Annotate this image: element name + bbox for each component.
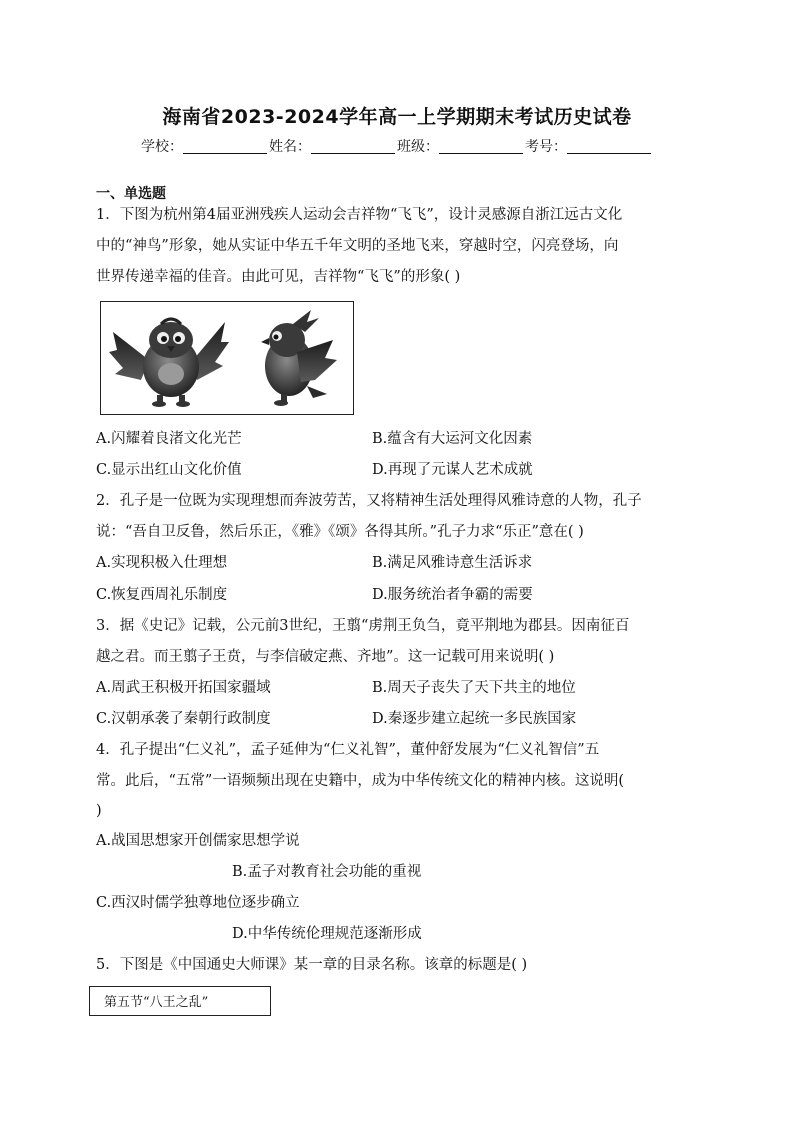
q2-stem-line: 2．孔子是一位既为实现理想而奔波劳苦，又将精神生活处理得风雅诗意的人物，孔子 [96,493,642,509]
q3-option-a[interactable]: A.周武王积极开拓国家疆域 [96,680,271,696]
name-blank[interactable] [311,139,395,154]
q1-stem-line: 中的“神鸟”形象，她从实证中华五千年文明的圣地飞来，穿越时空，闪亮登场，向 [96,238,619,254]
mascot-front-view [109,319,229,407]
q4-stem-line: 4．孔子提出“仁义礼”，孟子延伸为“仁义礼智”，董仲舒发展为“仁义礼智信”五 [96,742,600,758]
q4-option-c[interactable]: C.西汉时儒学独尊地位逐步确立 [96,895,300,911]
school-label: 学校： [141,139,183,155]
q5-stem-line: 5．下图是《中国通史大师课》某一章的目录名称。该章的标题是( ) [96,957,528,973]
section-title: 一、单选题 [96,186,166,202]
q3-option-d[interactable]: D.秦逐步建立起统一多民族国家 [372,711,577,727]
q3-stem-line: 3．据《史记》记载，公元前3世纪，王翦“虏荆王负刍，竟平荆地为郡县。因南征百 [96,618,630,634]
q4-stem-line: 常。此后，“五常”一语频频出现在史籍中，成为中华传统文化的精神内核。这说明( [96,773,624,789]
name-label: 姓名： [269,139,311,155]
mascot-side-view [261,310,337,406]
q1-option-c[interactable]: C.显示出红山文化价值 [96,462,242,478]
q4-option-a[interactable]: A.战国思想家开创儒家思想学说 [96,833,300,849]
class-label: 班级： [397,139,439,155]
q1-option-b[interactable]: B.蕴含有大运河文化因素 [372,431,533,447]
q4-option-d[interactable]: D.中华传统伦理规范逐渐形成 [232,926,422,942]
chapter-title-box: 第五节“八王之乱” [89,986,271,1016]
q2-option-a[interactable]: A.实现积极入仕理想 [96,555,228,571]
q3-option-c[interactable]: C.汉朝承袭了秦朝行政制度 [96,711,271,727]
mascot-figure [100,301,354,415]
q2-option-b[interactable]: B.满足风雅诗意生活诉求 [372,555,533,571]
q1-stem-line: 1．下图为杭州第4届亚洲残疾人运动会吉祥物“飞飞”，设计灵感源自浙江远古文化 [96,207,623,223]
q3-option-b[interactable]: B.周天子丧失了天下共主的地位 [372,680,576,696]
q1-option-d[interactable]: D.再现了元谋人艺术成就 [372,462,533,478]
school-blank[interactable] [183,139,267,154]
q2-stem-line: 说：“吾自卫反鲁，然后乐正，《雅》《颂》各得其所。”孔子力求“乐正”意在( ) [96,524,584,540]
q3-stem-line: 越之君。而王翦子王贲，与李信破定燕、齐地”。这一记载可用来说明( ) [96,649,555,665]
q2-option-d[interactable]: D.服务统治者争霸的需要 [372,587,533,603]
student-info-row [0,136,794,156]
q1-stem-line: 世界传递幸福的佳音。由此可见，吉祥物“飞飞”的形象( ) [96,269,461,285]
q1-option-a[interactable]: A.闪耀着良渚文化光芒 [96,431,242,447]
q4-option-b[interactable]: B.孟子对教育社会功能的重视 [232,864,422,880]
class-blank[interactable] [439,139,523,154]
mascot-image [101,302,353,414]
exam-number-blank[interactable] [567,139,651,154]
exam-number-label: 考号： [525,139,567,155]
page-title: 海南省2023-2024学年高一上学期期末考试历史试卷 [162,106,632,128]
q2-option-c[interactable]: C.恢复西周礼乐制度 [96,587,228,603]
q4-stem-line: ) [96,803,102,819]
